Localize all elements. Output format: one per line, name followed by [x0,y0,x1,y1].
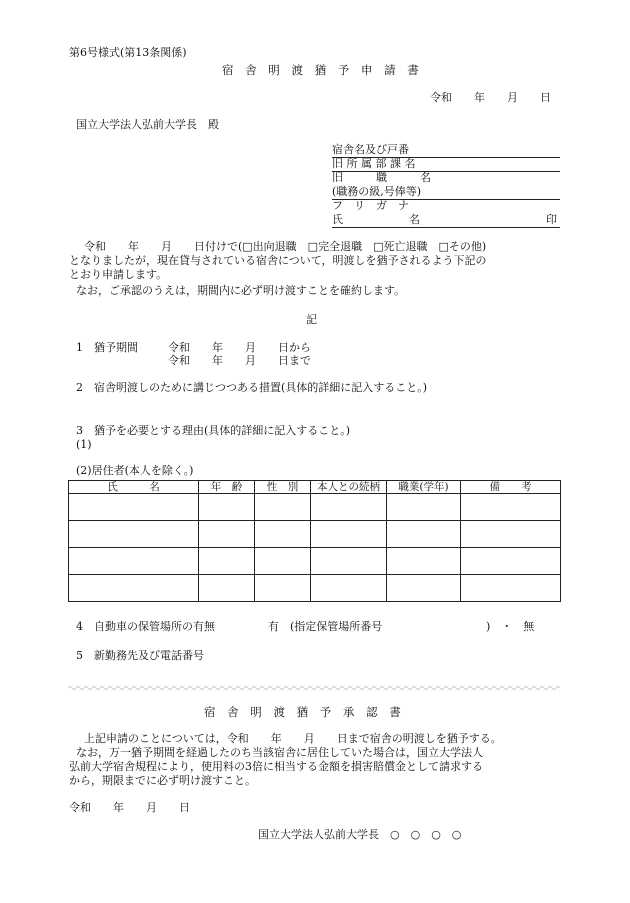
header-remarks: 備 考 [461,481,561,494]
table-row [69,494,561,521]
table-cell[interactable] [387,494,461,521]
item1-to[interactable]: 令和 年 月 日まで [168,354,311,367]
residents-table [68,480,561,602]
header-occupation: 職業(学年) [387,481,461,494]
table-row [69,575,561,602]
table-cell[interactable] [255,494,311,521]
field-line [332,227,560,228]
item3: 3 猶予を必要とする理由(具体的詳細に記入すること。) [76,424,351,437]
table-cell[interactable] [255,575,311,602]
table-cell[interactable] [199,521,255,548]
field-dormitory-number[interactable]: 宿舎名及び戸番 [332,143,409,156]
header-sex: 性 別 [255,481,311,494]
table-cell[interactable] [461,548,561,575]
addressee: 国立大学法人弘前大学長 殿 [76,118,219,131]
table-row [69,548,561,575]
table-cell[interactable] [461,494,561,521]
body-line-1: 令和 年 月 日付けで(□出向退職 □完全退職 □死亡退職 □その他) [84,240,487,253]
item2: 2 宿舎明渡しのために講じつつある措置(具体的詳細に記入すること。) [76,381,428,394]
cut-line [68,684,560,692]
body-line-2: となりましたが，現在貸与されている宿舎について，明渡しを猶予されるよう下記の [69,254,487,267]
table-cell[interactable] [69,548,199,575]
item1-label: 1 猶予期間 [76,341,138,354]
table-cell[interactable] [387,575,461,602]
application-date[interactable]: 令和 年 月 日 [430,91,551,104]
approval-title: 宿 舎 明 渡 猶 予 承 認 書 [204,705,405,719]
table-cell[interactable] [311,494,387,521]
approval-date[interactable]: 令和 年 月 日 [69,801,190,814]
item3-sub2: (2)居住者(本人を除く。) [76,464,194,477]
seal-mark: 印 [546,213,557,226]
header-relation: 本人との続柄 [311,481,387,494]
table-cell[interactable] [387,521,461,548]
form-number: 第6号様式(第13条関係) [69,46,187,59]
item4-no[interactable]: ) ・ 無 [486,620,535,633]
field-furigana[interactable]: フ リ ガ ナ [332,199,409,212]
form-title: 宿 舎 明 渡 猶 予 申 請 書 [222,63,423,77]
table-cell[interactable] [199,575,255,602]
table-cell[interactable] [387,548,461,575]
header-name: 氏 名 [69,481,199,494]
table-header-row [69,481,561,494]
body-line-4: なお，ご承認のうえは，期間内に必ず明け渡すことを確約します。 [76,284,406,297]
table-cell[interactable] [311,548,387,575]
table-cell[interactable] [199,548,255,575]
ki-heading: 記 [306,313,317,326]
table-cell[interactable] [69,575,199,602]
table-cell[interactable] [311,575,387,602]
item3-sub1: (1) [76,438,92,451]
table-cell[interactable] [255,521,311,548]
table-cell[interactable] [69,521,199,548]
item4-label: 4 自動車の保管場所の有無 [76,620,215,633]
body-line-3: とおり申請します。 [69,268,168,281]
item5: 5 新勤務先及び電話番号 [76,649,204,662]
table-cell[interactable] [461,521,561,548]
field-grade-note: (職務の級,号俸等) [332,185,422,198]
approval-line-3: 弘前大学宿舎規程により，使用料の3倍に相当する金額を損害賠償金として請求する [69,760,483,773]
approval-line-2: なお，万一猶予期間を経過したのち当該宿舎に居住していた場合は，国立大学法人 [76,746,483,759]
field-name[interactable]: 氏 名 [332,213,420,226]
approval-line-1: 上記申請のことについては，令和 年 月 日まで宿舎の明渡しを猶予する。 [84,732,502,745]
field-former-department[interactable]: 旧 所 属 部 課 名 [332,157,416,170]
item1-from[interactable]: 令和 年 月 日から [168,341,311,354]
header-age: 年 齢 [199,481,255,494]
table-cell[interactable] [199,494,255,521]
approval-line-4: から，期限までに必ず明け渡すこと。 [69,774,256,787]
table-row [69,521,561,548]
item4-yes[interactable]: 有 (指定保管場所番号 [268,620,383,633]
table-cell[interactable] [461,575,561,602]
table-cell[interactable] [255,548,311,575]
table-cell[interactable] [69,494,199,521]
president-signature: 国立大学法人弘前大学長 ○ ○ ○ ○ [258,828,462,841]
field-former-position[interactable]: 旧 職 名 [332,171,431,184]
table-cell[interactable] [311,521,387,548]
